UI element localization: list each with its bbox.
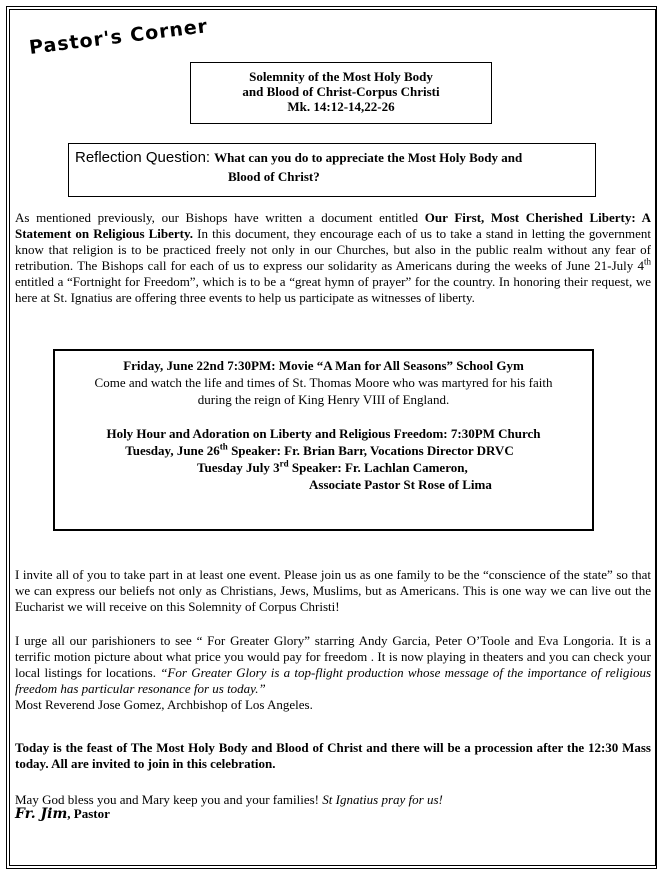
tuesday-2-date: Tuesday July 3 [197, 460, 280, 475]
holy-hour-heading: Holy Hour and Adoration on Liberty and Religious Freedom: 7:30PM Church [106, 426, 541, 441]
reflection-label: Reflection Question: [75, 149, 211, 166]
tuesday-2-speaker-title: Associate Pastor St Rose of Lima [309, 477, 492, 492]
feast-line-1: Solemnity of the Most Holy Body [249, 69, 433, 84]
feast-title-box [190, 62, 492, 124]
events-box [53, 349, 594, 531]
film-text: I urge all our parishioners to see “ For Greater Glory” starring Andy Garcia, Peter O’Toole and Eva Longoria. It is a terrific motion picture about what price you would pay for freedom . It is now playing in theaters and you can check your local listings for locations. [15, 633, 651, 680]
intro-superscript: th [643, 256, 651, 267]
tuesday-2-speaker: Speaker: Fr. Lachlan Cameron, [288, 460, 468, 475]
blessing-text: May God bless you and Mary keep you and your families! [15, 792, 323, 807]
feast-line-2: and Blood of Christ-Corpus Christi [242, 84, 440, 99]
pastors-corner-title [28, 14, 258, 60]
intro-text-after: entitled a “Fortnight for Freedom”, which is to be a “great hymn of prayer” for the country. In honoring their request, we here at St. Ignatius are offering three events to help us participate as witnesses of liberty. [15, 274, 651, 305]
film-quote: “For Greater Glory is a top-flight production whose message of the importance of religious freedom has particular resonance for us today.” [15, 665, 652, 696]
film-paragraph [15, 633, 651, 713]
prayer-text: St Ignatius pray for us! [322, 792, 443, 807]
closing-blessing [15, 792, 651, 808]
reflection-question-line-2: Blood of Christ? [228, 169, 320, 184]
feast-scripture-reference: Mk. 14:12-14,22-26 [287, 99, 395, 114]
feast-procession-notice: Today is the feast of The Most Holy Body and Blood of Christ and there will be a procession after the 12:30 Mass today. All are invited to join in this celebration. [15, 740, 651, 771]
movie-event-description-2: during the reign of King Henry VIII of England. [197, 392, 450, 407]
tuesday-1-speaker: Speaker: Fr. Brian Barr, Vocations Director DRVC [227, 443, 514, 458]
intro-text-mid: In this document, they encourage each of us to take a stand in letting the government know that religion is to be practiced freely not only in our Churches, but also in the public realm without any fear of retribution. The Bishops call for each of us to express our solidarity as Americans during the weeks of June 21-July 4 [15, 226, 651, 273]
reflection-question-box [68, 143, 596, 197]
page-title: Pastor's Corner [28, 15, 210, 59]
film-quote-attribution: Most Reverend Jose Gomez, Archbishop of Los Angeles. [15, 697, 313, 712]
intro-text-before: As mentioned previously, our Bishops have written a document entitled [15, 210, 425, 225]
tuesday-2-superscript: rd [279, 458, 289, 469]
invite-paragraph: I invite all of you to take part in at least one event. Please join us as one family to be the “conscience of the state” so that we can express our beliefs not only as Christians, Jews, Muslims, but as Americans. This is one way we can live out the Eucharist we will receive on this Solemnity of Corpus Christi! [15, 567, 651, 614]
tuesday-1-date: Tuesday, June 26 [125, 443, 220, 458]
holy-hour-tuesday-2 [55, 459, 592, 476]
movie-event-heading: Friday, June 22nd 7:30PM: Movie “A Man for All Seasons” School Gym [123, 358, 524, 373]
signature-name: Fr. Jim [15, 806, 68, 822]
document-title: Our First, Most Cherished Liberty: A Statement on Religious Liberty. [15, 210, 651, 241]
signature [15, 806, 110, 822]
signature-title: , Pastor [67, 806, 110, 821]
intro-paragraph [15, 210, 651, 306]
holy-hour-tuesday-1 [55, 442, 592, 459]
reflection-question-line-1: What can you do to appreciate the Most Holy Body and [214, 150, 523, 165]
movie-event-description-1: Come and watch the life and times of St. Thomas Moore who was martyred for his faith [94, 375, 553, 390]
tuesday-1-superscript: th [219, 441, 228, 452]
